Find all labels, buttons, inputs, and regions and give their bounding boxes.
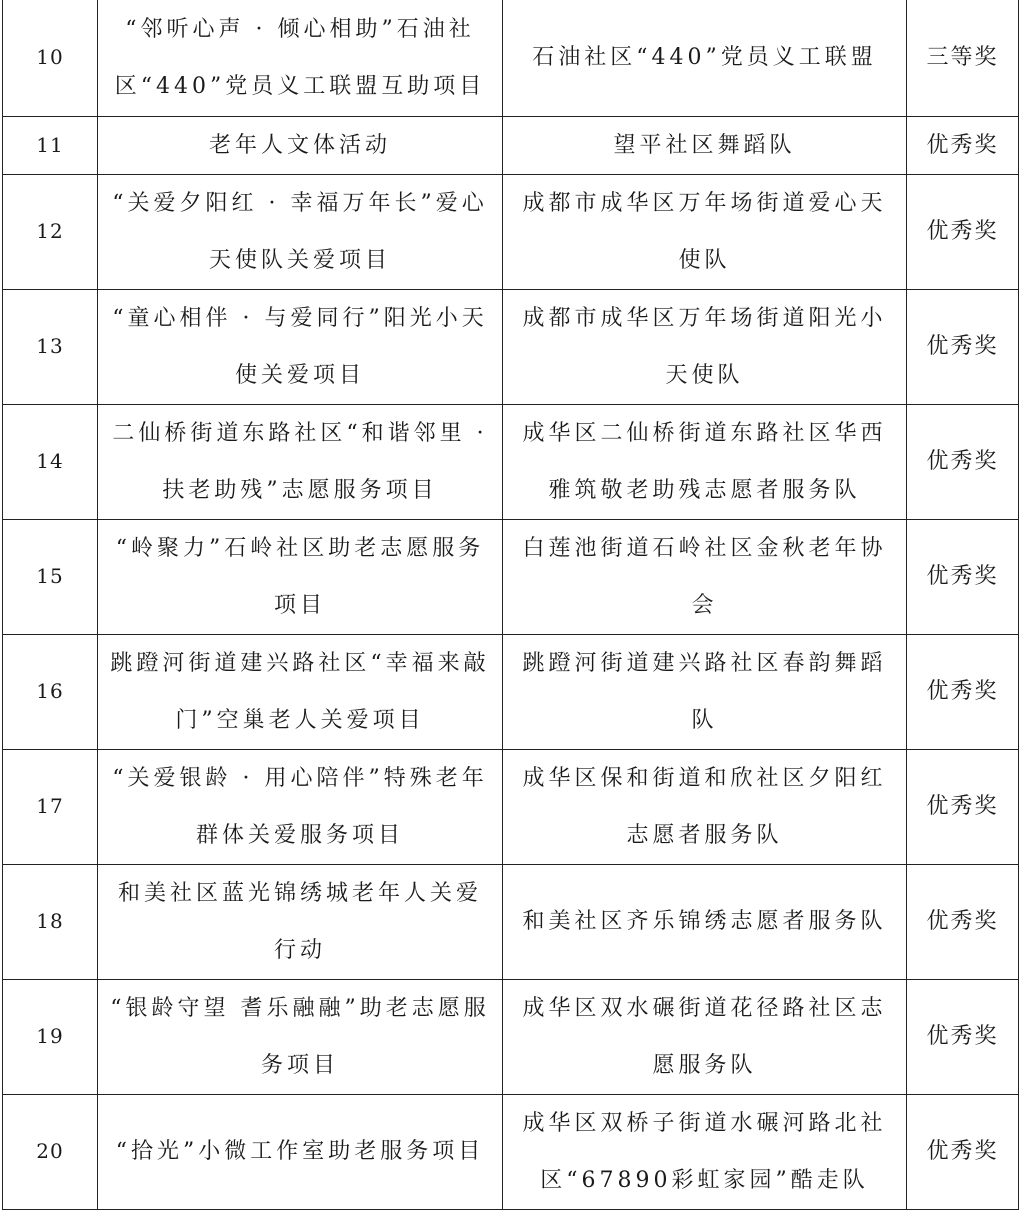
table-row: [3, 0, 1019, 116]
project-name: 跳蹬河街道建兴路社区“幸福来敲门”空巢老人关爱项目: [98, 634, 503, 749]
table-row: [3, 634, 1019, 749]
award-level: 优秀奖: [907, 174, 1019, 289]
award-level: 优秀奖: [907, 1094, 1019, 1209]
table-row: [3, 404, 1019, 519]
project-name: “岭聚力”石岭社区助老志愿服务项目: [98, 519, 503, 634]
row-number: 12: [3, 174, 98, 289]
awards-table: [2, 0, 1019, 1210]
team-name: 石油社区“440”党员义工联盟: [503, 0, 907, 116]
team-name: 跳蹬河街道建兴路社区春韵舞蹈队: [503, 634, 907, 749]
row-number: 20: [3, 1094, 98, 1209]
row-number: 17: [3, 749, 98, 864]
table-row: [3, 979, 1019, 1094]
team-name: 成都市成华区万年场街道爱心天使队: [503, 174, 907, 289]
award-level: 优秀奖: [907, 404, 1019, 519]
team-name: 成华区二仙桥街道东路社区华西雅筑敬老助残志愿者服务队: [503, 404, 907, 519]
team-name: 白莲池街道石岭社区金秋老年协会: [503, 519, 907, 634]
award-level: 三等奖: [907, 0, 1019, 116]
team-name: 成都市成华区万年场街道阳光小天使队: [503, 289, 907, 404]
row-number: 14: [3, 404, 98, 519]
team-name: 和美社区齐乐锦绣志愿者服务队: [503, 864, 907, 979]
table-row: [3, 749, 1019, 864]
row-number: 10: [3, 0, 98, 116]
row-number: 13: [3, 289, 98, 404]
table-row: [3, 289, 1019, 404]
table-row: [3, 519, 1019, 634]
award-level: 优秀奖: [907, 116, 1019, 174]
row-number: 19: [3, 979, 98, 1094]
project-name: “邻听心声 · 倾心相助”石油社区“440”党员义工联盟互助项目: [98, 0, 503, 116]
row-number: 16: [3, 634, 98, 749]
row-number: 18: [3, 864, 98, 979]
project-name: 和美社区蓝光锦绣城老年人关爱行动: [98, 864, 503, 979]
table-row: [3, 864, 1019, 979]
project-name: “关爱银龄 · 用心陪伴”特殊老年群体关爱服务项目: [98, 749, 503, 864]
project-name: 二仙桥街道东路社区“和谐邻里 · 扶老助残”志愿服务项目: [98, 404, 503, 519]
project-name: “拾光”小微工作室助老服务项目: [98, 1094, 503, 1209]
award-level: 优秀奖: [907, 864, 1019, 979]
award-level: 优秀奖: [907, 634, 1019, 749]
project-name: “关爱夕阳红 · 幸福万年长”爱心天使队关爱项目: [98, 174, 503, 289]
table-row: [3, 116, 1019, 174]
table-row: [3, 174, 1019, 289]
team-name: 成华区双水碾街道花径路社区志愿服务队: [503, 979, 907, 1094]
award-level: 优秀奖: [907, 979, 1019, 1094]
row-number: 11: [3, 116, 98, 174]
team-name: 成华区双桥子街道水碾河路北社区“67890彩虹家园”酷走队: [503, 1094, 907, 1209]
award-level: 优秀奖: [907, 519, 1019, 634]
project-name: 老年人文体活动: [98, 116, 503, 174]
award-level: 优秀奖: [907, 289, 1019, 404]
team-name: 成华区保和街道和欣社区夕阳红志愿者服务队: [503, 749, 907, 864]
project-name: “童心相伴 · 与爱同行”阳光小天使关爱项目: [98, 289, 503, 404]
project-name: “银龄守望 耆乐融融”助老志愿服务项目: [98, 979, 503, 1094]
row-number: 15: [3, 519, 98, 634]
team-name: 望平社区舞蹈队: [503, 116, 907, 174]
award-level: 优秀奖: [907, 749, 1019, 864]
table-row: [3, 1094, 1019, 1209]
